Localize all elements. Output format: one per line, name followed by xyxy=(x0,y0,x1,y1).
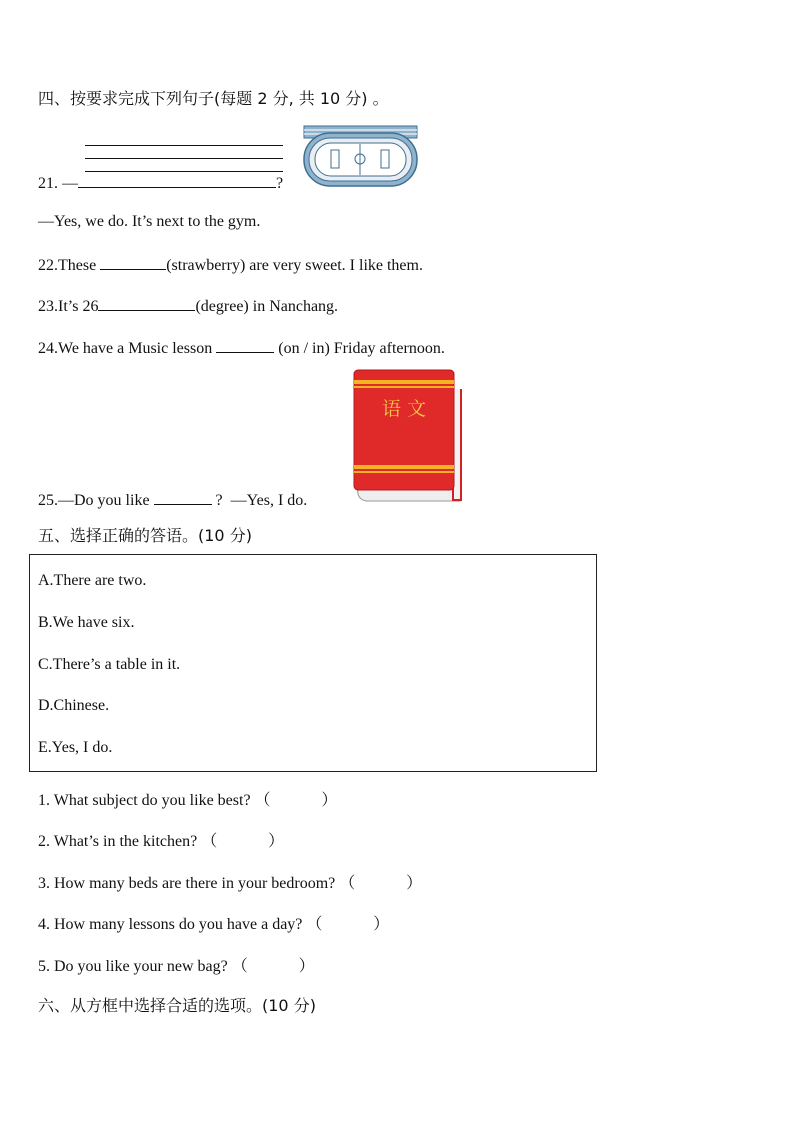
q22-hint: (strawberry) are very sweet. I like them. xyxy=(166,257,423,274)
option-b: B.We have six. xyxy=(38,614,135,631)
s5-question-3 xyxy=(38,870,422,893)
q24-blank[interactable] xyxy=(216,338,274,353)
s5-question-1-text: 1. What subject do you like best? xyxy=(38,792,251,809)
q24 xyxy=(38,338,445,358)
s5-question-4-text: 4. How many lessons do you have a day? xyxy=(38,916,303,933)
s5-answer-2-paren[interactable]: （ ） xyxy=(201,831,285,850)
q25-blank[interactable] xyxy=(154,490,212,505)
s5-question-4 xyxy=(38,911,389,934)
section5-title: 五、选择正确的答语。(10 分) xyxy=(38,526,252,545)
sports-field-icon xyxy=(303,125,418,187)
section6-title: 六、从方框中选择合适的选项。(10 分) xyxy=(38,996,316,1015)
q23-hint: (degree) in Nanchang. xyxy=(195,298,339,315)
q21-line-3[interactable] xyxy=(85,171,283,172)
book-label: 语 文 xyxy=(381,398,427,420)
q21-line-2[interactable] xyxy=(85,158,283,159)
q23 xyxy=(38,296,338,316)
option-a: A.There are two. xyxy=(38,572,147,589)
s5-answer-1-paren[interactable]: （ ） xyxy=(254,790,338,809)
q21 xyxy=(38,173,283,193)
q22-blank[interactable] xyxy=(100,255,166,270)
s5-question-1 xyxy=(38,787,337,810)
q25-mid: ? xyxy=(215,492,223,509)
option-d: D.Chinese. xyxy=(38,697,110,714)
q25-response: —Yes, I do. xyxy=(230,492,308,509)
q23-blank[interactable] xyxy=(98,296,195,311)
q23-prefix: 23.It’s 26 xyxy=(38,298,99,315)
q22 xyxy=(38,255,423,275)
q21-blank[interactable] xyxy=(78,173,276,188)
q22-prefix: 22.These xyxy=(38,257,97,274)
s5-question-3-text: 3. How many beds are there in your bedroom? xyxy=(38,875,336,892)
s5-answer-5-paren[interactable]: （ ） xyxy=(231,956,315,975)
s5-question-5-text: 5. Do you like your new bag? xyxy=(38,958,228,975)
option-c: C.There’s a table in it. xyxy=(38,656,181,673)
s5-question-2 xyxy=(38,828,284,851)
q25-prefix: 25.—Do you like xyxy=(38,492,150,509)
chinese-book-icon xyxy=(352,369,464,503)
s5-answer-4-paren[interactable]: （ ） xyxy=(306,914,390,933)
q21-answer: —Yes, we do. It’s next to the gym. xyxy=(38,213,261,230)
q21-line-1[interactable] xyxy=(85,145,283,146)
section4-title: 四、按要求完成下列句子(每题 2 分, 共 10 分) 。 xyxy=(38,89,389,108)
option-e: E.Yes, I do. xyxy=(38,739,113,756)
q24-prefix: 24.We have a Music lesson xyxy=(38,340,213,357)
s5-question-5 xyxy=(38,953,315,976)
q21-number: 21. — xyxy=(38,175,78,192)
q21-end: ? xyxy=(276,175,284,192)
q24-hint: (on / in) Friday afternoon. xyxy=(278,340,445,357)
s5-answer-3-paren[interactable]: （ ） xyxy=(339,873,423,892)
s5-question-2-text: 2. What’s in the kitchen? xyxy=(38,833,198,850)
q25 xyxy=(38,490,307,510)
